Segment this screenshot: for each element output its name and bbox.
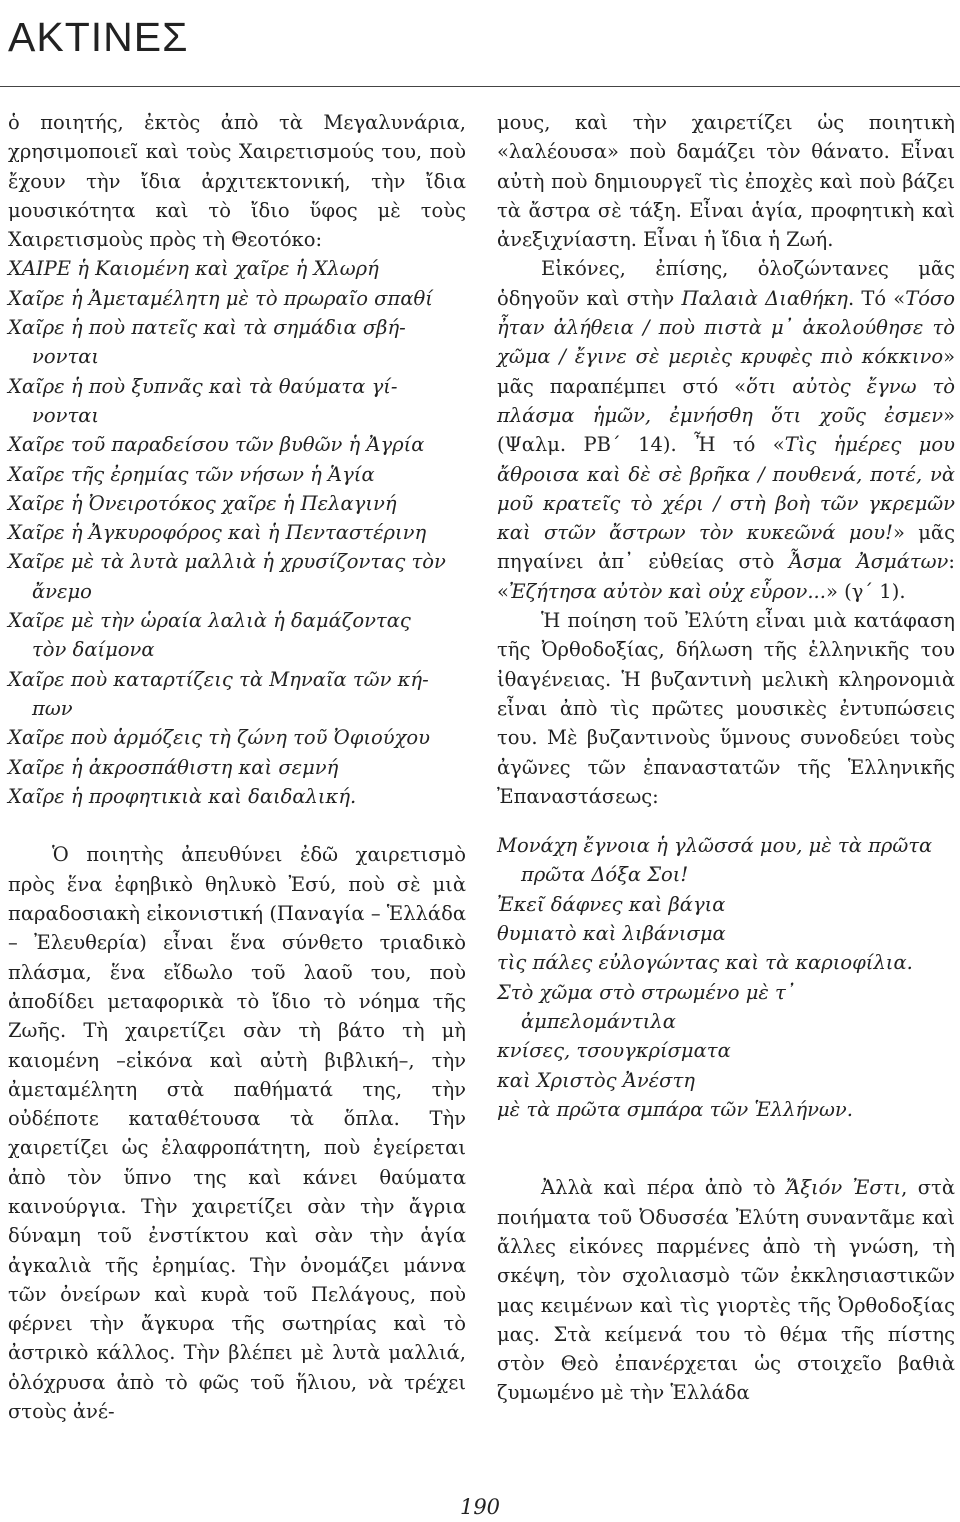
running-header: ΑΚΤΙΝΕΣ bbox=[8, 14, 189, 60]
bible-references-paragraph: Εἰκόνες, ἐπίσης, ὁλοζώντανες μᾶς ὁδηγοῦν καὶ στὴν Παλαιὰ Διαθήκη. Τό «Τόσο ἦταν ἀλήθεια / ποὺ πιστὰ μ᾿ ἀκολούθησε τὸ χῶμα / ἔγινε σὲ μεριὲς κρυφὲς πιὸ κόκκινο» μᾶς παραπέμπει στό «ὅτι αὐτὸς ἔγνω τὸ πλάσμα ἡμῶν, ἐμνήσθη ὅτι χοῦς ἐσμεν» (Ψαλμ. ΡΒ´ 14). Ἦ τό «Τὶς ἡμέρες μου ἄθροισα καὶ δὲ σὲ βρῆκα / πουθενά, ποτέ, νὰ μοῦ κρατεῖς τὸ χέρι / στὴ βοὴ τῶν γκρεμῶν καὶ στῶν ἄστρων τὸν κυκεῶνά μου!» μᾶς πηγαίνει ἀπ᾿ εὐθείας στὸ Ἆσμα Ἀσμάτων: «Ἐζήτησα αὐτὸν καὶ οὐχ εὗρον...» (γ´ 1). bbox=[497, 257, 955, 603]
poem-line: Μονάχη ἔγνοια ἡ γλῶσσά μου, μὲ τὰ πρῶτα bbox=[497, 834, 933, 858]
poem-line: Χαῖρε ἡ προφητικιὰ καὶ δαιδαλική. bbox=[8, 784, 357, 808]
poem-line: Χαῖρε ποὺ ἁρμόζεις τὴ ζώνη τοῦ Ὀφιούχου bbox=[8, 726, 431, 750]
axion-esti-paragraph: Ἀλλὰ καὶ πέρα ἀπὸ τὸ Ἄξιόν Ἐστι, στὰ ποιήματα τοῦ Ὀδυσσέα Ἐλύτη συναντᾶμε καὶ ἄλλες εἰκόνες παρμένες ἀπὸ τὴ γνώση, τὴ σκέψη, τὸν σχολιασμὸ τῶν ἐκκλησιαστικῶν μας κειμένων καὶ τὶς γιορτὲς τῆς Ὀρθοδοξίας μας. Στὰ κείμενά του τὸ θέμα τῆς πίστης στὸν Θεὸ ἐπανέρχεται ὡς στοιχεῖο βαθιὰ ζυμωμένο μὲ τὴν Ἑλλάδα bbox=[497, 1176, 955, 1405]
poem-line: Χαῖρε ἡ Ἀμεταμέλητη μὲ τὸ πρωραῖο σπαθί bbox=[8, 286, 433, 310]
poem-line: πων bbox=[32, 696, 73, 720]
poem-line: Χαῖρε μὲ τὴν ὡραία λαλιὰ ἡ δαμάζοντας bbox=[8, 609, 411, 633]
header-rule bbox=[0, 86, 960, 87]
poem-line: Στὸ χῶμα στὸ στρωμένο μὲ τ᾿ bbox=[497, 980, 796, 1004]
poem-line: μὲ τὰ πρῶτα σμπάρα τῶν Ἑλλήνων. bbox=[497, 1097, 853, 1121]
body-paragraph: Ὁ ποιητὴς ἀπευθύνει ἐδῶ χαιρετισμὸ πρὸς ἕνα ἐφηβικὸ θηλυκὸ Ἐσύ, ποὺ σὲ μιὰ παραδοσιακὴ εἰκονιστική (Παναγία – Ἑλλάδα – Ἐλευθερία) εἶναι ἕνα σύνθετο τριαδικὸ πλάσμα, ἕνα εἴδωλο τοῦ λαοῦ του, ποὺ ἀποδίδει μεταφορικὰ τὸ ἴδιο τὸ νόημα τῆς Ζωῆς. Τὴ χαιρετίζει σὰν τὴ βάτο τὴ μὴ καιομένη –εἰκόνα καὶ αὐτὴ βιβλική–, τὴν ἀμεταμέλητη στὰ παθήματά της, τὴν οὐδέποτε καταθέτουσα τὰ ὅπλα. Τὴν χαιρετίζει ὡς ἐλαφροπάτητη, ποὺ ἐγείρεται ἀπὸ τὸν ὕπνο της καὶ κάνει θαύματα καινούργια. Τὴν χαιρετίζει σὰν τὴν ἄγρια δύναμη τοῦ ἐνστίκτου καὶ σὰν τὴν ἁγία ἀγκαλιὰ τῆς ἐρημίας. Τὴν ὀνομάζει μάννα τῶν ὀνείρων καὶ κυρὰ τοῦ Πελάγους, ποὺ φέρνει τὴν ἄγκυρα τῆς σωτηρίας καὶ τὸ ἀστρικὸ κάλλος. Τὴν βλέπει μὲ λυτὰ μαλλιά, ὁλόχρυσα ἀπὸ τὸ φῶς τοῦ ἥλιου, νὰ τρέχει στοὺς ἀνέ- bbox=[8, 843, 466, 1424]
poem-line: Χαῖρε τῆς ἐρημίας τῶν νήσων ἡ Ἁγία bbox=[8, 462, 375, 486]
poem-line: Χαῖρε ἡ Ἀγκυροφόρος καὶ ἡ Πενταστέρινη bbox=[8, 521, 427, 545]
poem-line: νονται bbox=[32, 345, 100, 369]
poem-line: Χαῖρε ἡ ἀκροσπάθιστη καὶ σεμνή bbox=[8, 755, 339, 779]
poem-line: Ἐκεῖ δάφνες καὶ βάγια bbox=[497, 892, 726, 916]
chairetismoi-poem bbox=[8, 254, 466, 811]
poem-line: τὸν δαίμονα bbox=[32, 638, 155, 662]
right-column bbox=[497, 108, 955, 1408]
poem-line: ἀμπελομάντιλα bbox=[521, 1009, 676, 1033]
poem-line: νονται bbox=[32, 403, 100, 427]
poem-line: Χαῖρε ποὺ καταρτίζεις τὰ Μηναῖα τῶν κή- bbox=[8, 667, 429, 691]
poem-line: θυμιατὸ καὶ λιβάνισμα bbox=[497, 922, 726, 946]
poem-line: ἄνεμο bbox=[32, 579, 92, 603]
poem-line: ΧΑΙΡΕ ἡ Καιομένη καὶ χαῖρε ἡ Χλωρή bbox=[8, 257, 379, 281]
poem-line: Χαῖρε ἡ Ὀνειροτόκος χαῖρε ἡ Πελαγινή bbox=[8, 491, 397, 515]
page-number: 190 bbox=[459, 1495, 501, 1519]
poem-line: κνίσες, τσουγκρίσματα bbox=[497, 1039, 731, 1063]
left-column bbox=[8, 108, 466, 1426]
intro-paragraph: ὁ ποιητής, ἐκτὸς ἀπὸ τὰ Μεγαλυνάρια, χρησιμοποιεῖ καὶ τοὺς Χαιρετισμούς του, ποὺ ἔχουν τὴν ἴδια ἀρχιτεκτονική, τὴν ἴδια μουσικότητα καὶ τὸ ἴδιο ὕφος μὲ τοὺς Χαιρετισμοὺς πρὸς τὴ Θεοτόκο: bbox=[8, 111, 466, 252]
quoted-poem bbox=[497, 831, 955, 1124]
poem-line: Χαῖρε ἡ ποὺ ξυπνᾶς καὶ τὰ θαύματα γί- bbox=[8, 374, 398, 398]
poem-line: τὶς πάλες εὐλογώντας καὶ τὰ καριοφίλια. bbox=[497, 951, 913, 975]
poem-line: καὶ Χριστὸς Ἀνέστη bbox=[497, 1068, 695, 1092]
poem-line: Χαῖρε ἡ ποὺ πατεῖς καὶ τὰ σημάδια σβή- bbox=[8, 316, 406, 340]
continued-paragraph: μους, καὶ τὴν χαιρετίζει ὡς ποιητικὴ «λαλέουσα» ποὺ δαμάζει τὸν θάνατο. Εἶναι αὐτὴ ποὺ δημιουργεῖ τὶς ἐποχὲς καὶ ποὺ βάζει τὰ ἄστρα σὲ τάξη. Εἶναι ἁγία, προφητικὴ καὶ ἀνεξιχνίαστη. Εἶναι ἡ ἴδια ἡ Ζωή. bbox=[497, 111, 955, 252]
poem-line: Χαῖρε τοῦ παραδείσου τῶν βυθῶν ἡ Ἀγρία bbox=[8, 433, 425, 457]
poem-line: Χαῖρε μὲ τὰ λυτὰ μαλλιὰ ἡ χρυσίζοντας τὸν bbox=[8, 550, 446, 574]
poem-line: πρῶτα Δόξα Σοι! bbox=[521, 863, 689, 887]
orthodoxy-paragraph: Ἡ ποίηση τοῦ Ἐλύτη εἶναι μιὰ κατάφαση τῆς Ὀρθοδοξίας, δήλωση τῆς ἑλληνικῆς του ἰθαγένειας. Ἡ βυζαντινὴ μελικὴ κληρονομιὰ εἶναι ἀπὸ τὶς πρῶτες μουσικὲς ἐντυπώσεις του. Μὲ βυζαντινοὺς ὕμνους συνοδεύει τοὺς ἀγῶνες τῶν ἐπαναστατῶν τῆς Ἑλληνικῆς Ἐπαναστάσεως: bbox=[497, 609, 955, 808]
